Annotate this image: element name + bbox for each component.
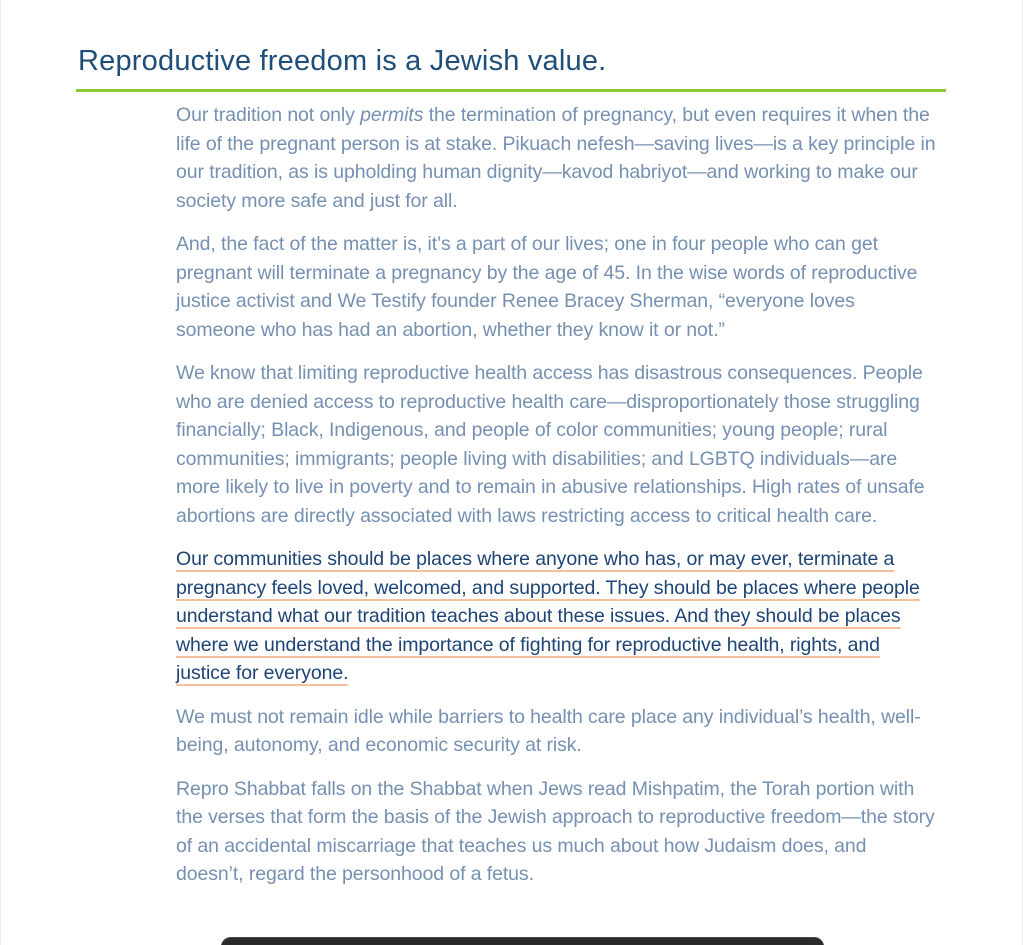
- paragraph-tradition-permits: [176, 101, 938, 215]
- paragraph-text-run: the termination of pregnancy, but even requires it when the life of the pregnant person is at stake. Pikuach nefesh—saving lives—is a key principle in our tradition, as is upholding human dignity—kavod habriyot—and working to make our society more safe and just for all.: [176, 104, 936, 212]
- embedded-video-top-edge[interactable]: [221, 937, 824, 945]
- paragraph-consequences: We know that limiting reproductive health access has disastrous consequences. People who are denied access to reproductive health care—disproportionately those struggling financially; Black, Indigenous, and people of color communities; young people; rural communities; immigrants; people living with disabilities; and LGBTQ individuals—are more likely to live in poverty and to remain in abusive relationships. High rates of unsafe abortions are directly associated with laws restricting access to critical health care.: [176, 362, 925, 527]
- article-body: [176, 101, 938, 904]
- emphasized-link-paragraph[interactable]: Our communities should be places where anyone who has, or may ever, terminate a pregnancy feels loved, welcomed, and supported. They should be places where people understand what our tradition teaches about these issues. And they should be places where we understand the importance of fighting for reproductive health, rights, and justice for everyone.: [176, 548, 920, 684]
- page-title: Reproductive freedom is a Jewish value.: [78, 45, 607, 77]
- italic-word-permits: permits: [360, 104, 424, 126]
- paragraph-text-run: Our tradition not only: [176, 104, 361, 126]
- title-underline-rule: [76, 89, 946, 92]
- paragraph-repro-shabbat: Repro Shabbat falls on the Shabbat when Jews read Mishpatim, the Torah portion with the verses that form the basis of the Jewish approach to reproductive freedom—the story of an accidental miscarriage that teaches us much about how Judaism does, and doesn’t, regard the personhood of a fetus.: [176, 777, 935, 885]
- paragraph-one-in-four: And, the fact of the matter is, it’s a part of our lives; one in four people who can get pregnant will terminate a pregnancy by the age of 45. In the wise words of reproductive justice activist and We Testify founder Renee Bracey Sherman, “everyone loves someone who has had an abortion, whether they know it or not.”: [176, 233, 918, 341]
- paragraph-not-remain-idle: We must not remain idle while barriers to health care place any individual’s health, well-being, autonomy, and economic security at risk.: [176, 705, 921, 756]
